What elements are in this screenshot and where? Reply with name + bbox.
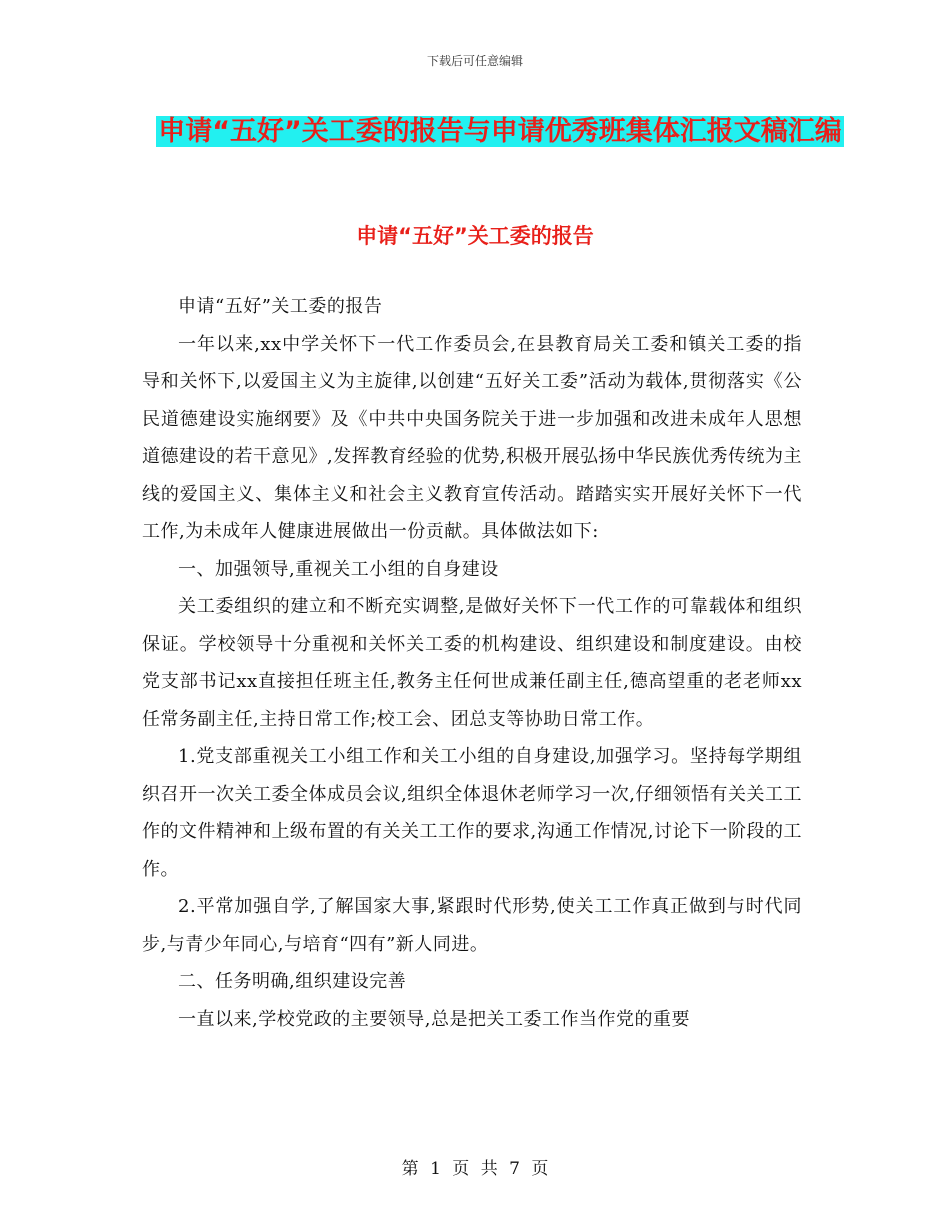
paragraph: 二、任务明确,组织建设完善 — [178, 971, 407, 992]
document-body — [142, 288, 802, 1038]
paragraph: 2.平常加强自学,了解国家大事,紧跟时代形势,使关工工作真正做到与时代同步,与青少年同心,与培育“四有”新人同进。 — [142, 896, 802, 955]
page-header: 下载后可任意编辑 — [426, 54, 523, 68]
paragraph: 关工委组织的建立和不断充实调整,是做好关怀下一代工作的可靠载体和组织保证。学校领导十分重视和关怀关工委的机构建设、组织建设和制度建设。由校党支部书记xx直接担任班主任,教务主任何世成兼任副主任,德高望重的老老师xx任常务副主任,主持日常工作;校工会、团总支等协助日常工作。 — [142, 596, 802, 730]
document-title-text: 申请“五好”关工委的报告与申请优秀班集体汇报文稿汇编 — [158, 116, 842, 147]
paragraph: 1.党支部重视关工小组工作和关工小组的自身建设,加强学习。坚持每学期组织召开一次关工委全体成员会议,组织全体退休老师学习一次,仔细领悟有关关工工作的文件精神和上级布置的有关关工工作的要求,沟通工作情况,讨论下一阶段的工作。 — [142, 746, 802, 880]
paragraph: 一年以来,xx中学关怀下一代工作委员会,在县教育局关工委和镇关工委的指导和关怀下,以爱国主义为主旋律,以创建“五好关工委”活动为载体,贯彻落实《公民道德建设实施纲要》及《中共中央国务院关于进一步加强和改进未成年人思想道德建设的若干意见》,发挥教育经验的优势,积极开展弘扬中华民族优秀传统为主线的爱国主义、集体主义和社会主义教育宣传活动。踏踏实实开展好关怀下一代工作,为未成年人健康进展做出一份贡献。具体做法如下: — [142, 333, 802, 542]
paragraph: 一直以来,学校党政的主要领导,总是把关工委工作当作党的重要 — [178, 1008, 690, 1030]
paragraph: 申请“五好”关工委的报告 — [178, 296, 383, 317]
paragraph: 一、加强领导,重视关工小组的自身建设 — [178, 558, 499, 580]
page-footer: 第 1 页 共 7 页 — [401, 1159, 549, 1179]
section-title: 申请“五好”关工委的报告 — [356, 224, 594, 248]
document-title — [140, 108, 860, 156]
